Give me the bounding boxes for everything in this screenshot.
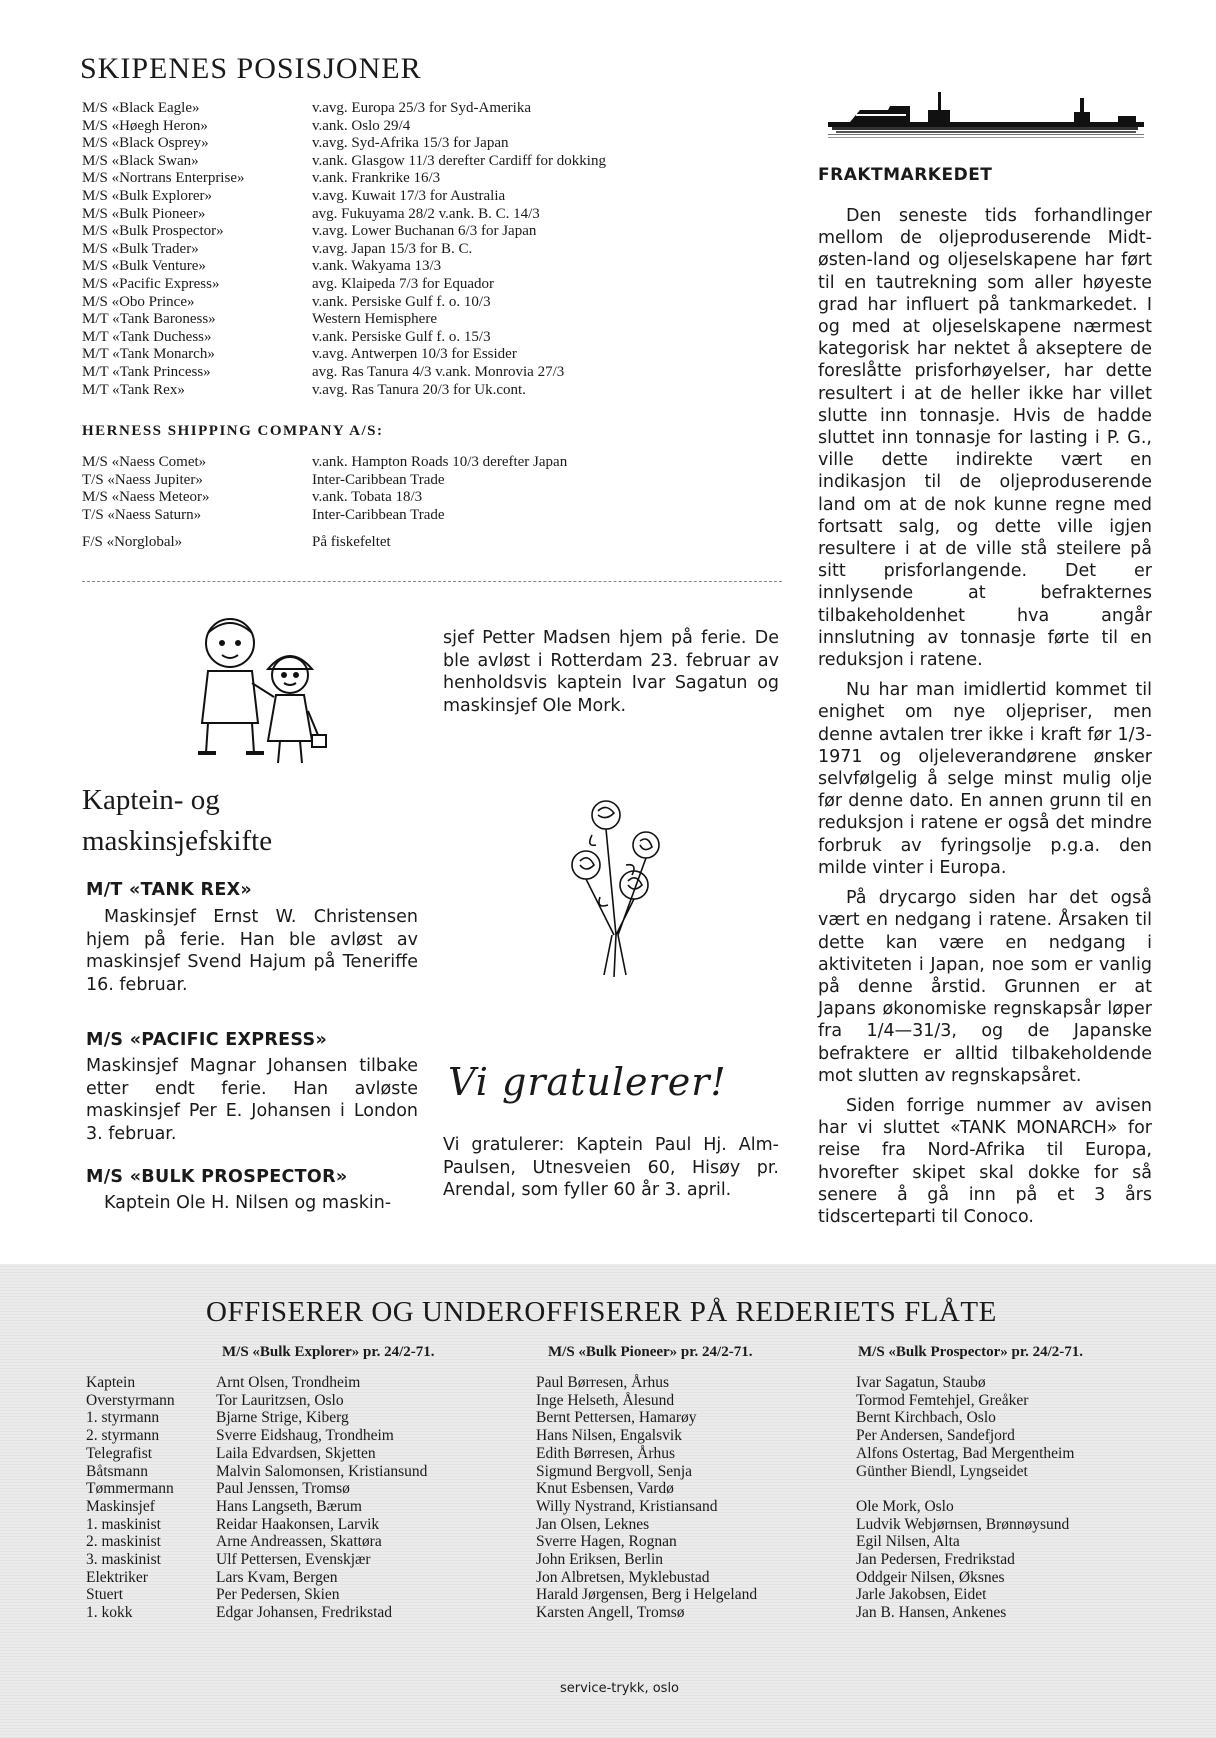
crew-member: Ulf Pettersen, Evenskjær (216, 1551, 371, 1569)
position-row (82, 276, 782, 294)
crew-member: Per Pedersen, Skien (216, 1586, 340, 1604)
position-row (82, 311, 782, 329)
position-row (82, 206, 782, 224)
crew-member: Arne Andreassen, Skattøra (216, 1533, 382, 1551)
section-heading: M/T «TANK REX» (86, 880, 252, 900)
ship-status: v.avg. Kuwait 17/3 for Australia (312, 187, 506, 204)
crew-member: Alfons Ostertag, Bad Mergentheim (856, 1444, 1075, 1462)
ship-name: M/S «Black Swan» (82, 152, 199, 169)
kaptein-heading (82, 780, 272, 862)
crew-member: Jan Pedersen, Fredrikstad (856, 1551, 1015, 1569)
ship-status: v.ank. Glasgow 11/3 derefter Cardiff for dokking (312, 152, 606, 169)
ship-name: T/S «Naess Saturn» (82, 506, 202, 523)
ship-status: Inter-Caribbean Trade (312, 471, 445, 488)
rank-label: 2. maskinist (86, 1533, 161, 1551)
crew-member: Karsten Angell, Tromsø (536, 1604, 685, 1622)
ship-status: avg. Klaipeda 7/3 for Equador (312, 275, 495, 292)
ship-status: v.ank. Persiske Gulf f. o. 10/3 (312, 293, 491, 310)
ship-name: M/S «Obo Prince» (82, 293, 195, 310)
ship-status: avg. Ras Tanura 4/3 v.ank. Monrovia 27/3 (312, 363, 565, 380)
crew-member: Laila Edvardsen, Skjetten (216, 1444, 376, 1462)
ship-name: M/S «Bulk Venture» (82, 258, 206, 275)
ship-status: avg. Fukuyama 28/2 v.ank. B. C. 14/3 (312, 205, 540, 222)
crew-member: Willy Nystrand, Kristiansand (536, 1497, 718, 1515)
rank-label: Stuert (86, 1586, 124, 1604)
crew-member: Tor Lauritzsen, Oslo (216, 1391, 344, 1409)
position-row (82, 135, 782, 153)
crew-member: Harald Jørgensen, Berg i Helgeland (536, 1586, 758, 1604)
ship-status: v.avg. Syd-Afrika 15/3 for Japan (312, 135, 509, 152)
crew-member: Sverre Hagen, Rognan (536, 1533, 677, 1551)
column-heading-bulk-prospector: M/S «Bulk Prospector» pr. 24/2-71. (858, 1344, 1084, 1360)
rank-label: 3. maskinist (86, 1551, 161, 1569)
ship-status: v.avg. Antwerpen 10/3 for Essider (312, 346, 517, 363)
fraktmarkedet-paragraph: Nu har man imidlertid kommet til enighet om nye oljepriser, men denne avtalen trer ikke i kraft før 1/3-1971 og oljeleverandørene ønsker selvfølgelig å selge minst mulig olje før denne dato. En annen grunn til en reduksjon i ratene er også det mindre forbruk av fyringsolje p.g.a. den milde vinter i Europa. (818, 680, 1152, 878)
couple-cartoon-illustration (178, 613, 348, 778)
fraktmarkedet-heading: FRAKTMARKEDET (818, 165, 993, 185)
crew-member: Hans Langseth, Bærum (216, 1497, 362, 1515)
rank-label: Tømmermann (86, 1480, 174, 1498)
captain-change-continued: sjef Petter Madsen hjem på ferie. De ble avløst i Rotterdam 23. februar av henholdsvis kaptein Ivar Sagatun og maskinsjef Ole Mork. (443, 628, 779, 716)
crew-column-bulk-pioneer (536, 1374, 757, 1622)
crew-member: Egil Nilsen, Alta (856, 1533, 960, 1551)
ship-name: M/S «Naess Comet» (82, 454, 207, 470)
position-row (82, 507, 782, 525)
crew-member: Jan B. Hansen, Ankenes (856, 1604, 1007, 1622)
position-row (82, 346, 782, 364)
crew-member: Edgar Johansen, Fredrikstad (216, 1604, 393, 1622)
crew-member: Sigmund Bergvoll, Senja (536, 1462, 693, 1480)
ship-status: v.avg. Europa 25/3 for Syd-Amerika (312, 100, 531, 116)
section-divider (82, 581, 782, 582)
fraktmarkedet-paragraph: På drycargo siden har det også vært en nedgang i ratene. Årsaken til dette kan være en nedgang i aktiviteten i Japan, noe som er vanlig på denne årstid. Grunnen er at Japans økonomiske regnskapsår løper fra 1/4—31/3, og de Japanske befraktere er alltid tilbakeholdende mot slutten av regnskapsåret. (818, 888, 1152, 1086)
ship-name: M/S «Bulk Trader» (82, 240, 199, 257)
rank-label: Maskinsjef (86, 1497, 155, 1515)
ship-status: v.avg. Ras Tanura 20/3 for Uk.cont. (312, 381, 526, 398)
position-row (82, 170, 782, 188)
ship-name: M/S «Bulk Prospector» (82, 223, 224, 240)
position-row (82, 382, 782, 400)
crew-member: Ivar Sagatun, Staubø (856, 1374, 986, 1391)
position-row (82, 100, 782, 118)
ship-status: v.ank. Oslo 29/4 (312, 117, 411, 134)
crew-member: Malvin Salomonsen, Kristiansund (216, 1462, 428, 1480)
rank-label: Overstyrmann (86, 1391, 175, 1409)
position-row (82, 472, 782, 490)
crew-member: Paul Børresen, Århus (536, 1374, 670, 1391)
crew-member: Per Andersen, Sandefjord (856, 1427, 1015, 1445)
ship-status: På fiskefeltet (312, 534, 391, 551)
section-body: Maskinsjef Ernst W. Christensen hjem på ferie. Han ble avløst av maskinsjef Svend Hajum på Teneriffe 16. februar. (86, 907, 418, 995)
position-row (82, 329, 782, 347)
ship-status: v.ank. Persiske Gulf f. o. 15/3 (312, 328, 491, 345)
crew-column-bulk-explorer (216, 1374, 427, 1622)
section-body: Maskinsjef Magnar Johansen tilbake etter endt ferie. Han avløste maskinsjef Per E. Johansen i London 3. februar. (86, 1056, 418, 1144)
ship-name: M/S «Bulk Explorer» (82, 187, 212, 204)
crew-member: Bernt Kirchbach, Oslo (856, 1409, 996, 1427)
herness-list (82, 454, 782, 552)
ship-name: M/S «Pacific Express» (82, 275, 220, 292)
herness-heading: HERNESS SHIPPING COMPANY A/S: (82, 423, 384, 439)
fraktmarkedet-article (818, 205, 1152, 1236)
crew-member: Edith Børresen, Århus (536, 1444, 676, 1462)
position-row (82, 153, 782, 171)
position-row (82, 241, 782, 259)
roses-illustration (556, 785, 676, 985)
crew-member: Jan Olsen, Leknes (536, 1515, 650, 1533)
printer-credit: service-trykk, oslo (560, 1681, 680, 1696)
ship-name: T/S «Naess Jupiter» (82, 471, 203, 488)
crew-member: Oddgeir Nilsen, Øksnes (856, 1568, 1005, 1586)
ship-name: M/S «Naess Meteor» (82, 489, 210, 506)
crew-member: Inge Helseth, Ålesund (536, 1391, 675, 1409)
crew-column-bulk-prospector (856, 1374, 1074, 1622)
crew-member: Jon Albretsen, Myklebustad (536, 1568, 710, 1586)
ship-name: M/S «Nortrans Enterprise» (82, 170, 245, 187)
section-heading: M/S «PACIFIC EXPRESS» (86, 1030, 328, 1050)
fraktmarkedet-paragraph: Den seneste tids forhandlinger mellom de oljeproduserende Midt-østen-land og oljeselskapene har ført til en tautrekning som aller høyeste grad har influert på tankmarkedet. I og med at oljeselskapene nærmest kategorisk har nektet å akseptere de foreslåtte prisforhøyelser, har dette resultert i at de heller ikke har villet slutte inn tonnasje. Hvis de hadde sluttet inn tonnasje for lasting i P. G., ville dette indirekte vært en indikasjon til de oljeproduserende land om at de nok kunne regne med fortsatt salg, og dette ville igjen resultere i at de ville stå steilere på sitt prisforlangende. Det er innlysende at befrakternes tilbakeholdenhet hva angår innslutning av tonnasje førte til en reduksjon i ratene. (818, 206, 1152, 671)
crew-member: Arnt Olsen, Trondheim (216, 1374, 361, 1391)
ship-status: v.ank. Tobata 18/3 (312, 489, 423, 506)
ship-name: M/S «Black Osprey» (82, 135, 209, 152)
kaptein-heading-line: maskinsjefskifte (82, 825, 273, 857)
position-row (82, 223, 782, 241)
rank-label: Båtsmann (86, 1462, 148, 1480)
position-row (82, 294, 782, 312)
rank-label: 2. styrmann (86, 1427, 160, 1445)
rank-label: 1. kokk (86, 1604, 133, 1622)
crew-member: Reidar Haakonsen, Larvik (216, 1515, 380, 1533)
section-heading: M/S «BULK PROSPECTOR» (86, 1167, 348, 1187)
ship-name: M/T «Tank Rex» (82, 381, 185, 398)
section-body: Kaptein Ole H. Nilsen og maskin- (104, 1193, 392, 1213)
position-row (82, 534, 782, 552)
crew-member: John Eriksen, Berlin (536, 1551, 663, 1569)
kaptein-heading-line: Kaptein- og (82, 784, 220, 816)
position-row (82, 258, 782, 276)
crew-member: Jarle Jakobsen, Eidet (856, 1586, 987, 1604)
ship-name: M/T «Tank Duchess» (82, 328, 212, 345)
crew-member: Knut Esbensen, Vardø (536, 1480, 674, 1498)
ship-illustration (828, 88, 1144, 140)
crew-member: Hans Nilsen, Engalsvik (536, 1427, 682, 1445)
crew-member: Günther Biendl, Lyngseidet (856, 1462, 1028, 1480)
crew-member: Paul Jenssen, Tromsø (216, 1480, 350, 1498)
ship-name: F/S «Norglobal» (82, 534, 183, 551)
crew-member: Ole Mork, Oslo (856, 1497, 954, 1515)
ship-name: M/T «Tank Baroness» (82, 311, 216, 328)
ship-status: v.avg. Japan 15/3 for B. C. (312, 240, 473, 257)
page-title: SKIPENES POSISJONER (80, 52, 422, 85)
ship-name: M/S «Høegh Heron» (82, 117, 208, 134)
rank-column (86, 1374, 175, 1622)
ship-status: v.ank. Frankrike 16/3 (312, 170, 441, 187)
ship-name: M/S «Black Eagle» (82, 100, 200, 116)
rank-label: 1. styrmann (86, 1409, 160, 1427)
ship-name: M/T «Tank Princess» (82, 363, 211, 380)
ship-status: v.ank. Hampton Roads 10/3 derefter Japan (312, 454, 568, 470)
crew-member: Bernt Pettersen, Hamarøy (536, 1409, 697, 1427)
column-heading-bulk-pioneer: M/S «Bulk Pioneer» pr. 24/2-71. (548, 1344, 753, 1360)
positions-list (82, 100, 782, 399)
crew-member: Lars Kvam, Bergen (216, 1568, 338, 1586)
gratulerer-heading: Vi gratulerer! (448, 1060, 727, 1104)
crew-member: Tormod Femtehjel, Greåker (856, 1391, 1029, 1409)
ship-status: Western Hemisphere (312, 311, 437, 328)
officers-heading: OFFISERER OG UNDEROFFISERER PÅ REDERIETS FLÅTE (206, 1296, 997, 1328)
ship-status: v.ank. Wakyama 13/3 (312, 258, 442, 275)
crew-member (856, 1480, 1074, 1498)
ship-name: M/S «Bulk Pioneer» (82, 205, 206, 222)
ship-name: M/T «Tank Monarch» (82, 346, 215, 363)
ship-status: v.avg. Lower Buchanan 6/3 for Japan (312, 223, 537, 240)
position-row (82, 188, 782, 206)
position-row (82, 364, 782, 382)
rank-label: Elektriker (86, 1568, 148, 1586)
crew-member: Sverre Eidshaug, Trondheim (216, 1427, 394, 1445)
column-heading-bulk-explorer: M/S «Bulk Explorer» pr. 24/2-71. (222, 1344, 435, 1360)
crew-member: Bjarne Strige, Kiberg (216, 1409, 349, 1427)
rank-label: Telegrafist (86, 1444, 153, 1462)
ship-status: Inter-Caribbean Trade (312, 506, 445, 523)
rank-label: Kaptein (86, 1374, 136, 1391)
position-row (82, 454, 782, 472)
rank-label: 1. maskinist (86, 1515, 161, 1533)
gratulerer-body: Vi gratulerer: Kaptein Paul Hj. Alm-Paulsen, Utnesveien 60, Hisøy pr. Arendal, som fyller 60 år 3. april. (443, 1135, 779, 1200)
fraktmarkedet-paragraph: Siden forrige nummer av avisen har vi sluttet «TANK MONARCH» for reise fra Nord-Afrika til Europa, hvorefter skipet skal dokke for så senere å gå inn på et 3 års tidscerteparti til Conoco. (818, 1095, 1152, 1227)
position-row (82, 118, 782, 136)
position-row (82, 489, 782, 507)
crew-member: Ludvik Webjørnsen, Brønnøysund (856, 1515, 1070, 1533)
